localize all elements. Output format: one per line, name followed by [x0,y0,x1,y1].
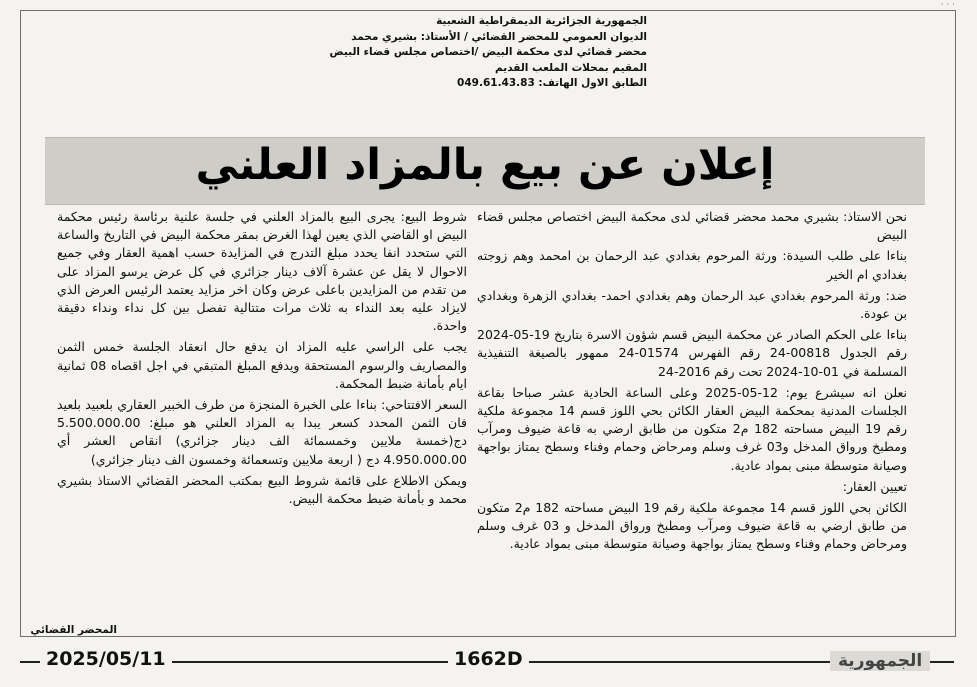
header-line-1: الجمهورية الجزائرية الديمقراطية الشعبية [436,15,647,27]
newspaper-logo: الجمهورية [830,651,930,671]
paragraph: يجب على الراسي عليه المزاد ان يدفع حال انعقاد الجلسة خمس الثمن والمصاريف والرسوم المستحقة ويدفع المبلغ المتبقي في اجل اقصاه 08 ثمانية ايام بأمانة ضبط المحكمة. [57,339,467,391]
paragraph: ويمكن الاطلاع على قائمة شروط البيع بمكتب المحضر القضائي الاستاذ بشيري محمد و بأمانة ضبط محكمة البيض. [57,472,467,507]
paragraph: بناءا على الحكم الصادر عن محكمة البيض قسم شؤون الاسرة بتاريخ 19-05-2024 رقم الجدول 00818-24 رقم الفهرس 01574-24 ممهور بالصيغة التنفيذية المسلمة في 01-10-2024 تحت رقم 2016-24 [477,327,907,379]
section-heading: تعيين العقار: [842,478,907,494]
paragraph: السعر الافتتاحي: بناءا على الخبرة المنجزة من طرف الخبير العقاري بلعبيد بلعيد فان الثمن المحدد كسعر يبدا به المزاد العلني هو مبلغ: 5.500.000.00 دج(خمسة ملايين وخمسمائة الف دينار جزائري) انقاص العشر أي 4.950.000.00 دج ( اربعة ملايين وتسعمائة وخمسون الف دينار جزائري) [57,397,467,467]
office-header [307,14,647,92]
left-column [57,208,467,511]
header-line-4: المقيم بمحلات الملعب القديم [495,61,647,74]
paragraph: شروط البيع: يجرى البيع بالمزاد العلني في جلسة علنية برئاسة رئيس محكمة البيض او القاضي الذي يعين لهذا الغرض بمقر محكمة البيض في التاريخ والساعة التي ستحدد انفا يحدد مبلغ التدرج في المزايدة حسب اهمية العقار وفي جميع الاحوال لا يقل عن عشرة آلاف دينار جزائري في كل عرض يرسو المزاد على من تقدم من المزايدين باعلى عرض وكان اخر مزايد يعتمد الرئيس العرض الذي لايزاد عليه بعد النداء به ثلاث مرات متتالية تفصل بين كل نداء ونداء دقيقة واحدة. [57,209,467,334]
header-line-3: محضر قضائي لدى محكمة البيض /اختصاص مجلس قضاء البيض [329,46,647,58]
paragraph: نعلن انه سيشرع يوم: 12-05-2025 وعلى الساعة الحادية عشر صباحا بقاعة الجلسات المدنية بمحكمة البيض العقار الكائن بحي اللوز قسم 14 مجموعة ملكية رقم 19 البيض مساحته 182 م2 متكون من طابق ارضي به قاعة ضيوف ومرآب ومطبخ ورواق المدخل و03 غرف وسلم ومرحاض وحمام وفناء وسطح يمتاز بواجهة وصيانة متوسطة مبنى بمواد عادية. [477,384,908,473]
footer-ad-number: 1662D [448,648,529,670]
paragraph: بناءا على طلب السيدة: ورثة المرحوم بغدادي عبد الرحمان بن امحمد وهم زوجته بغدادي ام الخير [477,248,907,282]
signature-label: المحضر القضائي [30,624,117,636]
paragraph: الكائن بحي اللوز قسم 14 مجموعة ملكية رقم 19 البيض مساحته 182 م2 متكون من طابق ارضي به قاعة ضيوف ومرآب ومطبخ ورواق المدخل و 03 غرف وسلم ومرحاض وحمام وفناء وسطح يمتاز بواجهة وصيانة متوسطة مبنى بمواد عادية. [477,500,908,552]
footer-date: 2025/05/11 [40,648,172,670]
header-line-2: الديوان العمومي للمحضر القضائي / الأستاذ: بشيري محمد [351,30,647,43]
paragraph: ضد: ورثة المرحوم بغدادي عبد الرحمان وهم بغدادي احمد- بغدادي الزهرة وبغدادي بن عودة. [477,287,907,322]
paragraph: نحن الاستاذ: بشيري محمد محضر قضائي لدى محكمة البيض اختصاص مجلس قضاء البيض [477,209,907,243]
right-column [477,208,907,557]
top-edge-mark: · · · [940,0,955,10]
announcement-title: إعلان عن بيع بالمزاد العلني [195,140,775,190]
header-line-5: الطابق الاول الهاتف: 049.61.43.83 [457,77,647,89]
